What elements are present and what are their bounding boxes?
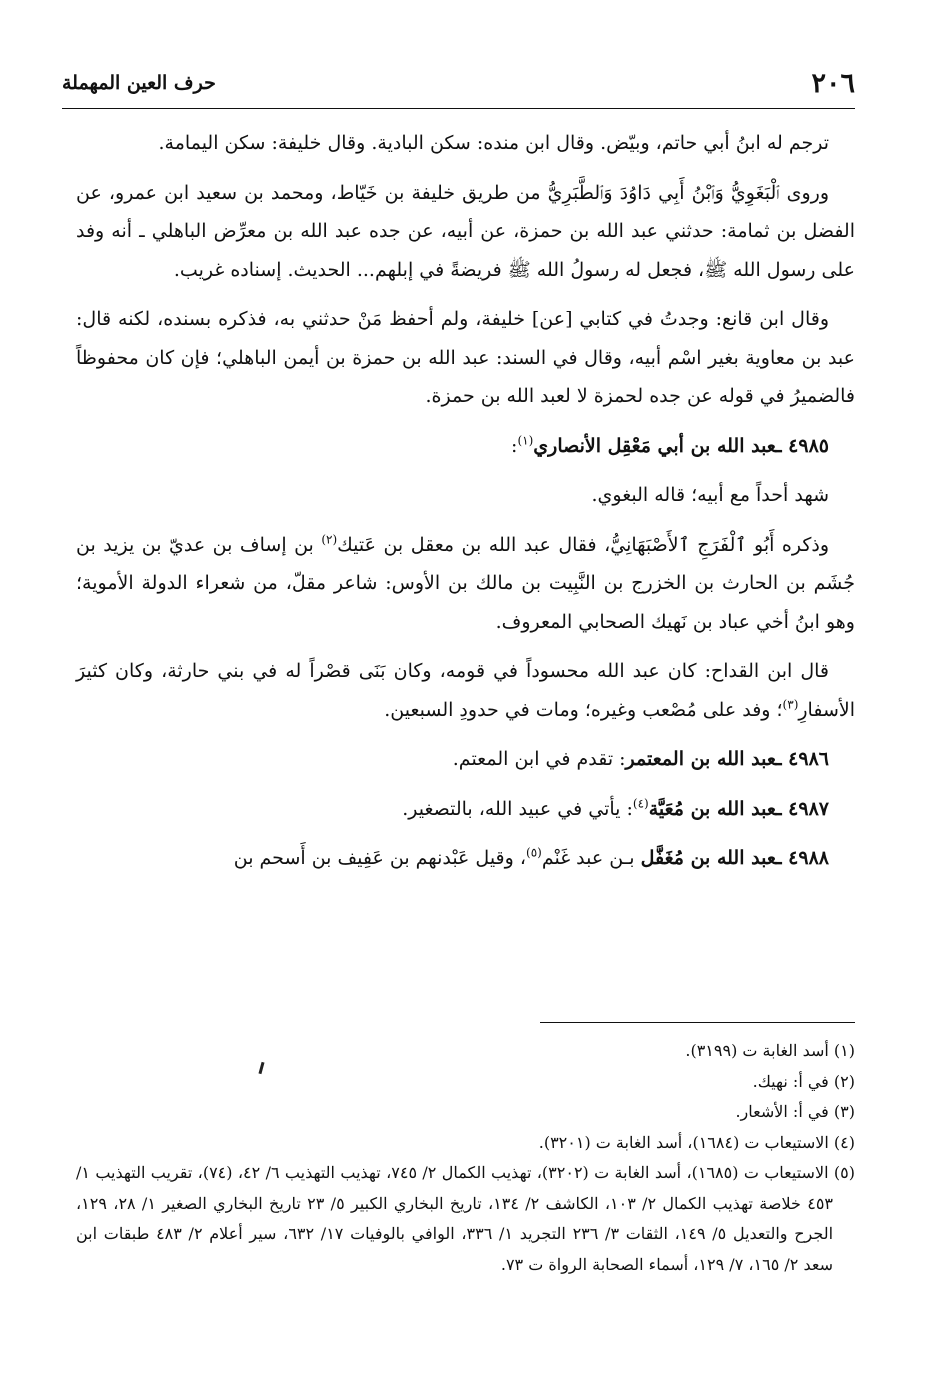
paragraph: ترجم له ابنُ أبي حاتم، وبيّض. وقال ابن منده: سكن البادية. وقال خليفة: سكن اليمامة.	[158, 132, 829, 154]
entry-number: ٤٩٨٥ ـ	[775, 434, 829, 457]
footnote-ref: (٣)	[782, 697, 799, 712]
footnote-divider	[540, 1022, 855, 1023]
footnote-ref: (٥)	[526, 845, 542, 860]
running-head: حرف العين المهملة	[62, 72, 224, 94]
paragraph-text: قال ابن القداح: كان عبد الله محسوداً في قومه، وكان بَنَى قصْراً له في بني حارثة، وكان كثيرَ الأسفارِ	[76, 660, 855, 721]
entry-tail: بـن عبد غَنْم	[541, 847, 641, 869]
paragraph: وروى ٱلْبَغَوِيُّ وَٱبْنُ أَبِي دَاوُدَ وَٱلطَّبَرِيُّ من طريق خليفة بن خَيّاط، ومحمد بن سعيد ابن عمرو، عن الفضل بن ثمامة: حدثني عبد الله بن حمزة، عن أبيه، عن جده عبد الله بن معرِّض الباهلي ـ أنه وفد على رسول الله ﷺ، فجعل له رسولُ الله ﷺ فريضةً في إبلهم... الحديث. إسناده غريب.	[76, 181, 855, 281]
paragraph-text: وذكره أَبُو ٱلْفَرَجِ ٱلأَصْبَهَانِيُّ، فقال عبد الله بن معقل بن عَتيك	[337, 533, 829, 556]
paragraph-text: بن إساف بن عديّ بن يزيد بن جُشَم بن الحارث بن الخزرج بن النَّبِيت بن مالك بن الأوس: شاعر مقلّ، من شعراء الدولة الأموية؛ وهو ابنُ أخي عباد بن نَهيك الصحابي المعروف.	[76, 533, 855, 633]
paragraph: وقال ابن قانع: وجدتُ في كتابي [عن] خليفة، ولم أحفظ مَنْ حدثني به، فذكره بسنده، لكنه قال: عبد بن معاوية بغير اسْم أبيه، وقال في السند: عبد الله بن حمزة بن أيمن الباهلي؛ فإن كان محفوظاً فالضميرُ في قوله عن جده لحمزة لا لعبد الله بن حمزة.	[76, 308, 855, 407]
page-number: ٢٠٦	[811, 68, 855, 99]
entry-4987	[76, 790, 855, 829]
paragraph-text: ؛ وفد على مُصْعب وغيره؛ ومات في حدودِ السبعين.	[384, 698, 783, 721]
footnote-ref: (٢)	[321, 532, 338, 547]
entry-tail: : يأتي في عبيد الله، بالتصغير.	[402, 797, 633, 820]
footnote: (٢) في أ: نهيك.	[752, 1071, 855, 1091]
entry-name: عبد الله بن أبي مَعْقِل الأنصاري	[533, 434, 776, 457]
paragraph	[76, 652, 855, 729]
entry-4986	[76, 740, 855, 779]
footnote: (١) أسد الغابة ت (٣١٩٩).	[685, 1041, 855, 1060]
footnote: (٤) الاستيعاب ت (١٦٨٤)، أسد الغابة ت (٣٢٠١).	[538, 1132, 855, 1152]
entry-number: ٤٩٨٨ ـ	[775, 847, 829, 869]
entry-number: ٤٩٨٦ ـ	[775, 748, 829, 770]
entry-number: ٤٩٨٧ ـ	[775, 797, 829, 820]
entry-4988	[76, 839, 855, 878]
footnote: (٣) في أ: الأشعار.	[735, 1102, 855, 1121]
entry-name: عبد الله بن مُغَفَّل	[640, 847, 776, 869]
entry-tail: :	[511, 434, 518, 457]
entry-name: عبد الله بن المعتمر	[625, 748, 776, 770]
entry-tail: : تقدم في ابن المعتم.	[452, 748, 626, 770]
footnote-ref: (٤)	[632, 796, 649, 811]
footnotes	[76, 1036, 855, 1280]
entry-4985	[76, 427, 855, 466]
footnote: (٥) الاستيعاب ت (١٦٨٥)، أسد الغابة ت (٣٢٠٢)، تهذيب الكمال ٢/ ٧٤٥، تهذيب التهذيب ٦/ ٤٢، (٧٤)، تقريب التهذيب ١/ ٤٥٣ خلاصة تهذيب الكمال ٢/ ١٠٣، الكاشف ٢/ ١٣٤، تاريخ البخاري الكبير ٥/ ٢٣ تاريخ البخاري الصغير ١/ ٢٨، ١٢٩، الجرح والتعديل ٥/ ١٤٩، الثقات ٣/ ٢٣٦ التجريد ١/ ٣٣٦، الوافي بالوفيات ١٧/ ٦٣٢، سير أعلام ٢/ ٤٨٣ طبقات ابن سعد ٢/ ١٦٥، ٧/ ١٢٩، أسماء الصحابة الرواة ت ٧٣.	[76, 1163, 855, 1274]
page-header	[62, 68, 855, 109]
entry-name: عبد الله بن مُعَيَّة	[648, 797, 776, 820]
paragraph: شهد أحداً مع أبيه؛ قاله البغوي.	[591, 484, 829, 506]
paragraph	[76, 526, 855, 642]
footnote-ref: (١)	[517, 433, 534, 448]
main-text	[76, 124, 855, 889]
entry-tail: ، وقيل عَبْدنهم بن عَفِيف بن أَسحم بن	[233, 847, 526, 869]
